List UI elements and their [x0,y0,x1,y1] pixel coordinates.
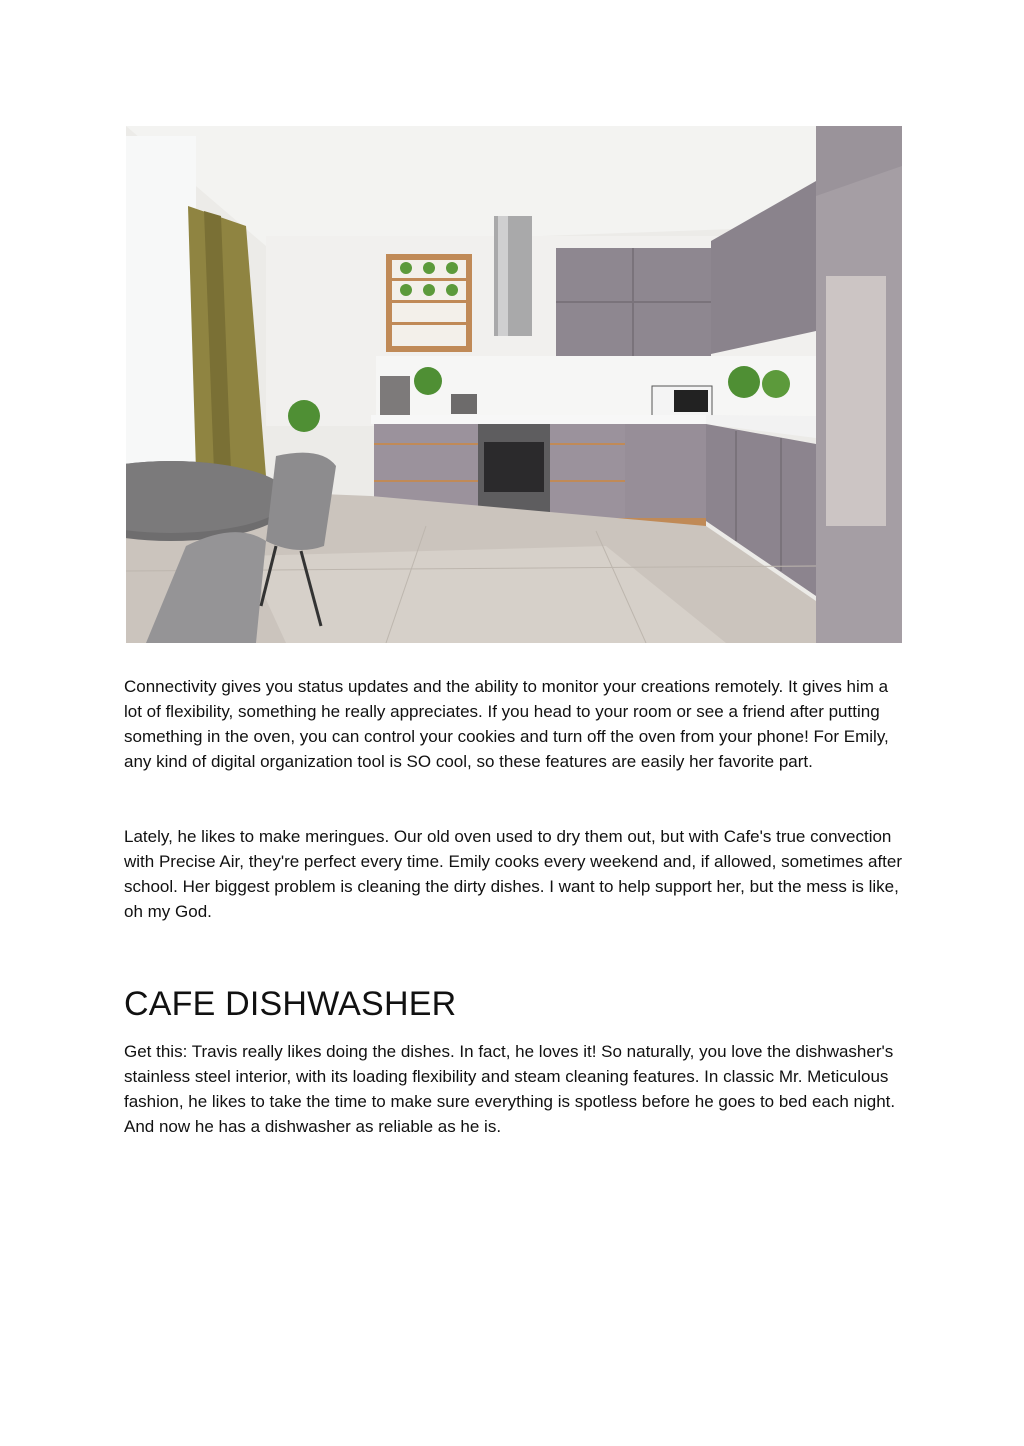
body-paragraph: Connectivity gives you status updates and the ability to monitor your creations remotely. It gives him a lot of flexibility, something he really appreciates. If you head to your room or see a friend after putting something in the oven, you can control your cookies and turn off the oven from your phone! For Emily, any kind of digital organization tool is SO cool, so these features are easily her favorite part. [124,677,889,771]
kitchen-photo [126,126,902,643]
body-paragraph: Lately, he likes to make meringues. Our old oven used to dry them out, but with Cafe's true convection with Precise Air, they're perfect every time. Emily cooks every weekend and, if allowed, sometimes after school. Her biggest problem is cleaning the dirty dishes. I want to help support her, but the mess is like, oh my God. [124,827,903,921]
section-heading: CAFE DISHWASHER [124,985,457,1023]
body-paragraph: Get this: Travis really likes doing the dishes. In fact, he loves it! So naturally, you love the dishwasher's stainless steel interior, with its loading flexibility and steam cleaning features. In classic Mr. Meticulous fashion, he likes to take the time to make sure everything is spotless before he goes to bed each night. And now he has a dishwasher as reliable as he is. [124,1042,896,1136]
